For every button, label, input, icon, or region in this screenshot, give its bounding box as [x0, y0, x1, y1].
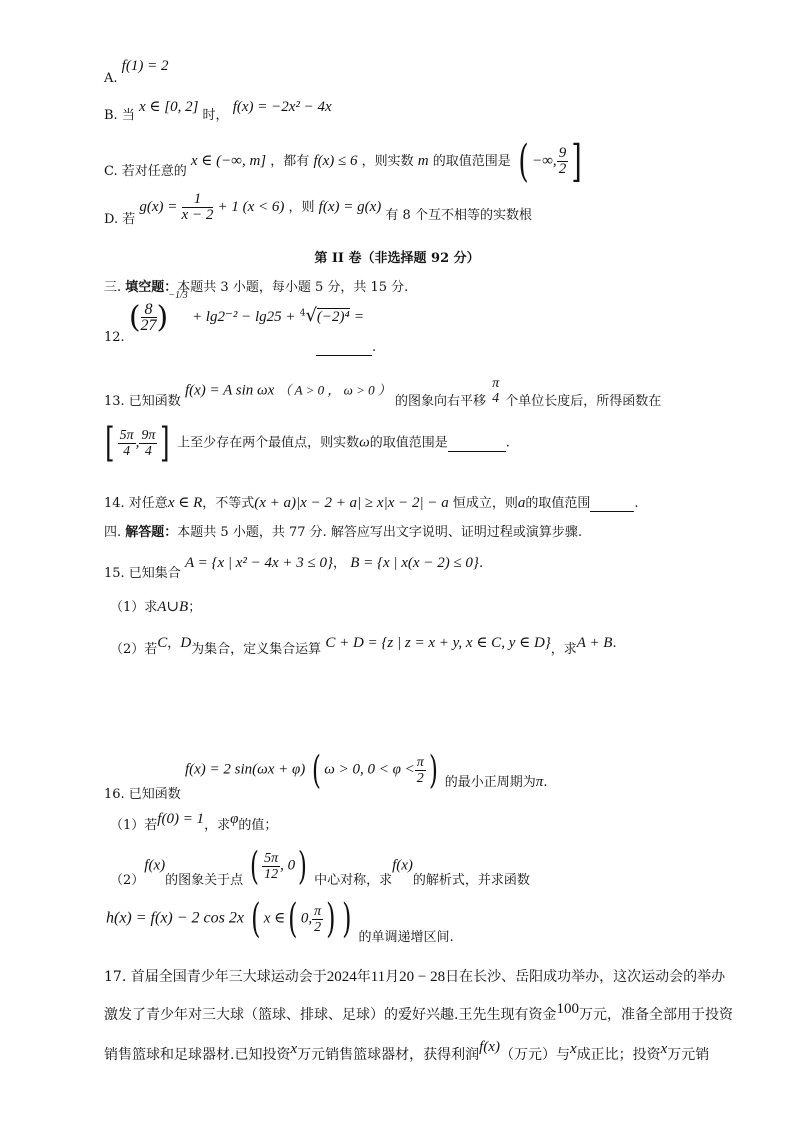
q16-h-domain-b: 0,	[300, 910, 313, 927]
q16-h-domain-a: x ∈	[263, 910, 286, 927]
q13-text-e: 的取值范围是	[369, 435, 448, 451]
option-c-ineq: f(x) ≤ 6	[313, 152, 358, 169]
option-d-frac-den: x − 2	[181, 207, 214, 223]
q17-fund: 100	[556, 1001, 579, 1017]
q15-p2-end: .	[612, 636, 617, 651]
question-17-line-2	[104, 1001, 733, 1024]
option-c-mid2: ，则实数	[361, 153, 414, 169]
q13-interval-b-num: 9π	[141, 427, 156, 443]
q15-p2-sep: ，	[167, 636, 181, 651]
q16-h-expression: h(x) = f(x) − 2 cos 2x	[106, 909, 244, 927]
option-b	[104, 96, 332, 123]
q15-p2-text-a: （2）若	[110, 642, 158, 657]
q16-p2-point-num: 5π	[264, 850, 279, 866]
q15-set-a: A = {x | x² − 4x + 3 ≤ 0}	[184, 555, 334, 571]
q13-text-a: 13. 已知函数	[104, 393, 181, 409]
option-c-cond: x ∈ (−∞, m]	[190, 152, 267, 169]
q17-l1-c: 月	[385, 969, 400, 985]
q13-interval-a-num: 5π	[119, 427, 134, 443]
q14-text-d: 的取值范围	[525, 496, 591, 511]
q12-number: 12.	[104, 330, 125, 345]
q16-h-tail: 的单调递增区间.	[358, 929, 454, 945]
q15-part-2	[110, 632, 617, 657]
q16-text-b: 的最小正周期为	[444, 774, 536, 790]
option-c-range-left: −∞,	[532, 152, 557, 169]
q13-answer-blank[interactable]	[448, 436, 506, 452]
section-4-prefix: 四.	[104, 525, 126, 540]
q16-period: π	[535, 773, 544, 790]
question-16: 16. 已知函数 f(x) = 2 sin(ωx + φ) ( ω > 0, 0 < φ < $\frac{\pi}{2}$ ) 的最小正周期为π.	[104, 748, 548, 802]
q13-shift-num: π	[492, 376, 500, 391]
option-c-mid3: 的取值范围是	[432, 153, 511, 169]
q17-l3-c: （万元）与	[499, 1047, 570, 1063]
q17-l1-a: 17. 首届全国青少年三大球运动会于	[104, 969, 327, 985]
q15-p2-text-c: ，求	[550, 642, 577, 657]
option-d-frac-num: 1	[182, 192, 214, 208]
option-d-lhs: g(x) =	[139, 199, 178, 215]
q13-condition: （ A > 0 ， ω > 0 ）	[278, 382, 391, 398]
q15-set-b: B = {x | x(x − 2) ≤ 0}	[350, 555, 479, 571]
section-3-desc: 本题共 3 小题，每小题 5 分，共 15 分.	[177, 280, 409, 295]
q17-l3-d: 成正比；投资	[576, 1047, 661, 1063]
q13-text-d: 上至少存在两个最值点，则实数	[177, 435, 360, 451]
question-15: 15. 已知集合 A = {x | x² − 4x + 3 ≤ 0}， B = {x | x(x − 2) ≤ 0}.	[104, 555, 484, 581]
option-c-range-den: 2	[558, 161, 567, 177]
option-d	[104, 191, 532, 227]
part2-title: 第 II 卷（非选择题 92 分）	[314, 251, 480, 266]
q15-p2-ask: A + B	[576, 635, 613, 651]
q16-p1-cond: f(0) = 1	[157, 811, 205, 827]
option-d-rest: + 1 (x < 6)	[217, 199, 285, 215]
q17-x3: x	[660, 1041, 668, 1057]
q16-p1-text-c: 的值；	[238, 818, 278, 833]
q17-l3-e: 万元销	[667, 1047, 710, 1063]
option-b-label: B. 当	[104, 108, 135, 123]
q13-shift-den: 4	[492, 391, 500, 406]
q16-part-2: （2）f(x)的图象关于点 ( $\frac{5\pi}{12}$ , 0) 中心对称，求f(x)的解析式，并求函数	[110, 844, 530, 888]
q17-year: 2024	[326, 969, 357, 985]
section-3-heading	[104, 276, 408, 295]
question-12: 12. ( $\frac{8}{27}$ )$^{-1/3}$ + lg2⁻² − lg25 + $^4$√(−2)⁴ =	[104, 289, 365, 345]
q14-text-c: 恒成立，则	[452, 496, 518, 511]
q12-frac-den: 27	[140, 317, 157, 334]
q15-p2-definition: C + D = {z | z = x + y, x ∈ C, y ∈ D}	[325, 635, 551, 651]
q16-part-1	[110, 808, 278, 833]
option-b-math: f(x) = −2x² − 4x	[232, 99, 332, 115]
q17-l1-b: 年	[356, 969, 371, 985]
q16-p2-text-d: 的解析式，并求函数	[412, 872, 530, 888]
q12-answer-blank[interactable]: .	[316, 340, 376, 356]
question-13-line-1	[104, 376, 662, 409]
q12-rest: + lg2⁻² − lg25 +	[191, 309, 296, 325]
q12-frac-num: 8	[141, 302, 157, 318]
q15-part-1	[110, 596, 201, 616]
option-b-mid: 时，	[202, 108, 229, 123]
option-d-mid: ，则	[288, 200, 315, 215]
q15-p1-math: A∪B	[157, 599, 189, 615]
q14-inequality: (x + a)|x − 2 + a| ≥ x|x − 2| − a	[254, 495, 449, 511]
question-13-line-2: [ $\frac{5\pi}{4}$ , $\frac{9\pi}{4}$ ] 上至少存在两个最值点，则实数ω的取值范围是 .	[105, 420, 510, 466]
section-4-heading	[104, 521, 582, 540]
q17-days: 20 − 28	[399, 969, 446, 985]
option-a-math: f(1) = 2	[121, 58, 169, 74]
q16-cond-num: π	[416, 754, 424, 770]
q12-root-body: (−2)⁴	[316, 309, 350, 325]
option-c-mid1: ，都有	[270, 153, 310, 169]
q17-x1: x	[290, 1041, 298, 1057]
q16-p2-point-y: , 0	[280, 857, 296, 874]
q16-cond: ω > 0, 0 < φ <	[324, 761, 415, 778]
q12-exponent: −1/3	[168, 289, 188, 301]
q12-root-index: 4	[299, 308, 306, 319]
q14-text-a: 14. 对任意	[104, 496, 168, 511]
q13-var: ω	[359, 434, 370, 451]
section-3-title: 填空题：	[125, 280, 178, 295]
q15-comma: ，	[333, 556, 347, 571]
option-c-var: m	[417, 152, 429, 169]
q16-p2-f: f(x)	[144, 857, 166, 874]
q14-cond: x ∈ R	[167, 495, 203, 511]
q16-p1-text-b: ，求	[204, 818, 231, 833]
q16-h-function: h(x) = f(x) − 2 cos 2x ( x ∈( 0, $\frac{\pi}{2}$ ) ) 的单调递增区间.	[106, 896, 454, 945]
q15-p1-text-a: （1）求	[110, 600, 158, 615]
option-d-eq: f(x) = g(x)	[318, 199, 382, 215]
option-d-label: D. 若	[104, 212, 136, 227]
q13-interval-a-den: 4	[123, 443, 131, 459]
q17-l2-b: 万元，准备全部用于投资	[578, 1007, 733, 1023]
q12-equals: =	[353, 309, 365, 325]
question-14: 14. 对任意x ∈ R，不等式(x + a)|x − 2 + a| ≥ x|x − 2| − a 恒成立，则a的取值范围 .	[104, 495, 639, 511]
q17-month: 11	[370, 969, 386, 985]
q16-end: .	[543, 774, 548, 790]
option-c	[104, 136, 585, 187]
q17-l2-a: 激发了青少年对三大球（篮球、排球、足球）的爱好兴趣.王先生现有资金	[104, 1007, 557, 1023]
q16-function: f(x) = 2 sin(ωx + φ)	[184, 761, 306, 778]
q13-function: f(x) = A sin ωx	[184, 382, 275, 399]
q15-p2-d: D	[180, 635, 192, 651]
q16-cond-den: 2	[416, 770, 424, 786]
q16-p2-f2: f(x)	[392, 857, 413, 874]
option-d-tail: 有 8 个互不相等的实数根	[385, 208, 532, 223]
question-17-line-3	[104, 1039, 710, 1064]
q14-var: a	[517, 495, 526, 511]
q15-p1-text-b: ；	[188, 600, 202, 615]
q14-text-b: ，不等式	[202, 496, 255, 511]
option-c-range-num: 9	[558, 145, 567, 161]
q15-p2-c: C	[157, 635, 168, 651]
q16-text-a: 16. 已知函数	[104, 786, 181, 802]
section-4-desc: 本题共 5 小题，共 77 分. 解答应写出文字说明、证明过程或演算步骤.	[177, 525, 583, 540]
question-17-line-1	[104, 966, 725, 986]
q17-l1-d: 日在长沙、岳阳成功举办，这次运动会的举办	[445, 969, 726, 985]
option-c-range: ( −∞, $\frac{9}{2}$ ]	[518, 136, 582, 187]
section-3-prefix: 三.	[104, 280, 126, 295]
q17-l3-a: 销售篮球和足球器材.已知投资	[104, 1047, 291, 1063]
q16-p2-text-b: 的图象关于点	[165, 872, 244, 888]
option-c-label: C. 若对任意的	[104, 163, 187, 179]
section-4-title: 解答题：	[125, 525, 178, 540]
option-a	[104, 58, 169, 86]
q13-text-c: 个单位长度后，所得函数在	[505, 393, 662, 409]
q17-l3-b: 万元销售篮球器材，获得利润	[297, 1047, 480, 1063]
option-b-cond: x ∈ [0, 2]	[138, 99, 199, 115]
q13-text-b: 的图象向右平移	[394, 393, 486, 409]
q17-fx: f(x)	[479, 1039, 500, 1055]
q16-p1-text-a: （1）若	[110, 818, 158, 833]
q14-answer-blank[interactable]	[590, 496, 634, 512]
q16-h-domain-num: π	[314, 903, 322, 919]
q13-interval-b-den: 4	[144, 443, 152, 459]
q15-text-a: 15. 已知集合	[104, 566, 181, 581]
q16-p2-text-c: 中心对称，求	[314, 872, 393, 888]
q16-p2-text-a: （2）	[110, 872, 145, 888]
q16-p1-var: φ	[230, 811, 239, 827]
q15-p2-text-b: 为集合，定义集合运算	[191, 642, 322, 657]
q17-x2: x	[569, 1041, 577, 1057]
option-a-label: A.	[104, 71, 118, 86]
q16-p2-point-den: 12	[264, 866, 279, 882]
q16-h-domain-den: 2	[314, 919, 322, 935]
